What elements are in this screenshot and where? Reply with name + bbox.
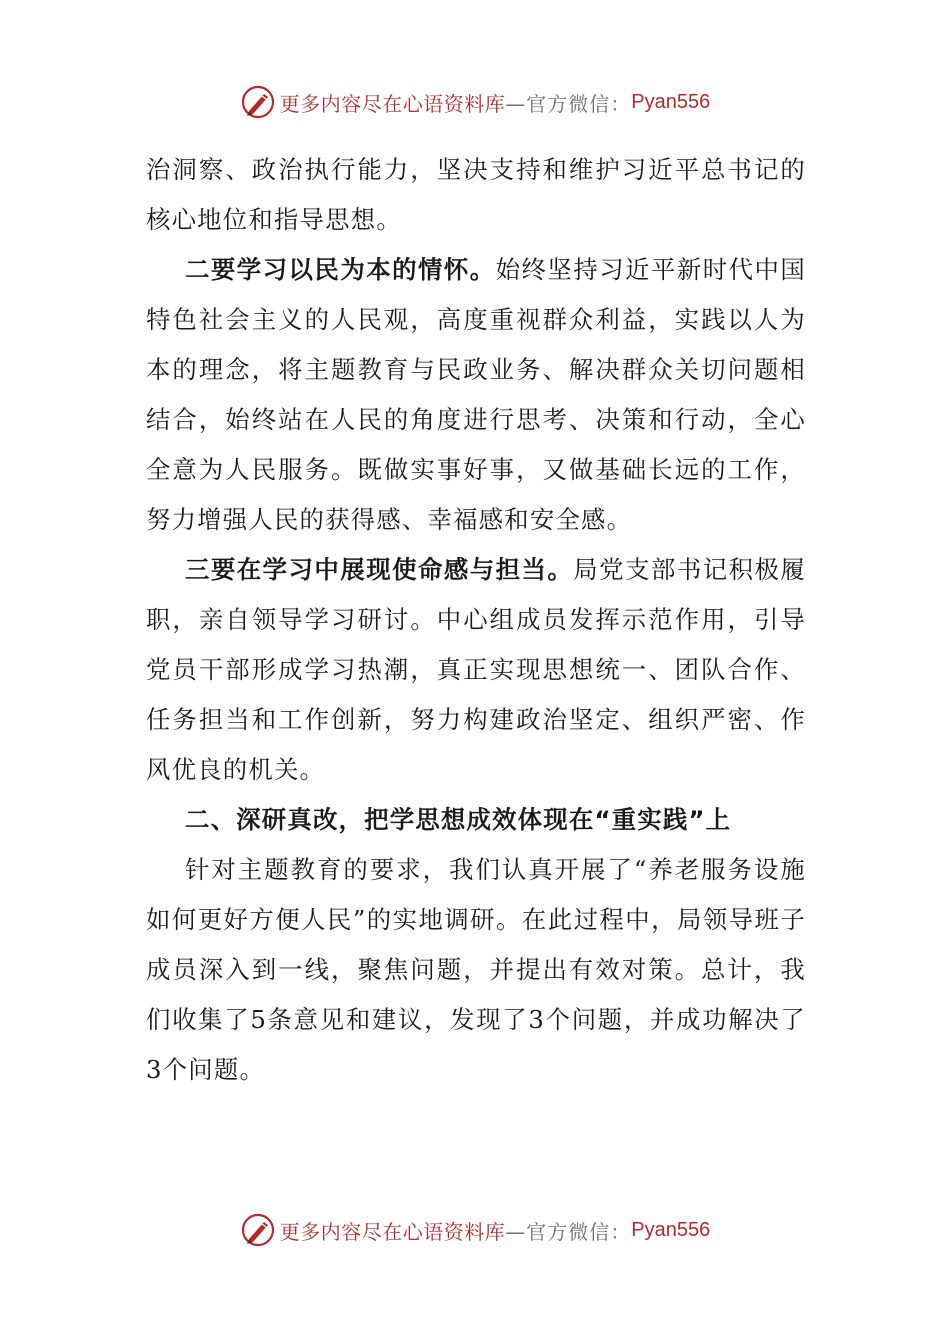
paragraph-3-lead: 三要在学习中展现使命感与担当。 bbox=[185, 555, 574, 584]
footer-banner bbox=[0, 1210, 950, 1250]
paragraph-3-text: 局党支部书记积极履职，亲自领导学习研讨。中心组成员发挥示范作用，引导党员干部形成学习热潮，真正实现思想统一、团队合作、任务担当和工作创新，努力构建政治坚定、组织严密、作风优良的机关。 bbox=[146, 555, 806, 784]
header-banner bbox=[0, 82, 950, 122]
paragraph-1: 治洞察、政治执行能力，坚决支持和维护习近平总书记的核心地位和指导思想。 bbox=[146, 155, 806, 234]
pen-writing-icon bbox=[240, 1212, 276, 1248]
section-heading: 二、深研真改，把学思想成效体现在“重实践”上 bbox=[185, 805, 732, 834]
pen-writing-icon bbox=[240, 84, 276, 120]
paragraph-2 bbox=[146, 245, 806, 545]
banner-wechat-id: Pyan556 bbox=[631, 90, 711, 113]
paragraph-4: 针对主题教育的要求，我们认真开展了“养老服务设施如何更好方便人民”的实地调研。在此过程中，局领导班子成员深入到一线，聚焦问题，并提出有效对策。总计，我们收集了5条意见和建议，发现了3个问题，并成功解决了3个问题。 bbox=[146, 855, 806, 1084]
banner-separator: —官方微信： bbox=[505, 91, 632, 116]
paragraph-3 bbox=[146, 545, 806, 795]
banner-text: 更多内容尽在心语资料库 bbox=[279, 1219, 506, 1244]
paragraph-2-lead: 二要学习以民为本的情怀。 bbox=[185, 255, 496, 284]
banner-separator: —官方微信： bbox=[505, 1219, 632, 1244]
document-body bbox=[146, 145, 806, 1095]
banner-text: 更多内容尽在心语资料库 bbox=[279, 91, 506, 116]
paragraph-2-text: 始终坚持习近平新时代中国特色社会主义的人民观，高度重视群众利益，实践以人为本的理念，将主题教育与民政业务、解决群众关切问题相结合，始终站在人民的角度进行思考、决策和行动，全心全意为人民服务。既做实事好事，又做基础长远的工作，努力增强人民的获得感、幸福感和安全感。 bbox=[146, 255, 807, 534]
banner-wechat-id: Pyan556 bbox=[631, 1218, 711, 1241]
